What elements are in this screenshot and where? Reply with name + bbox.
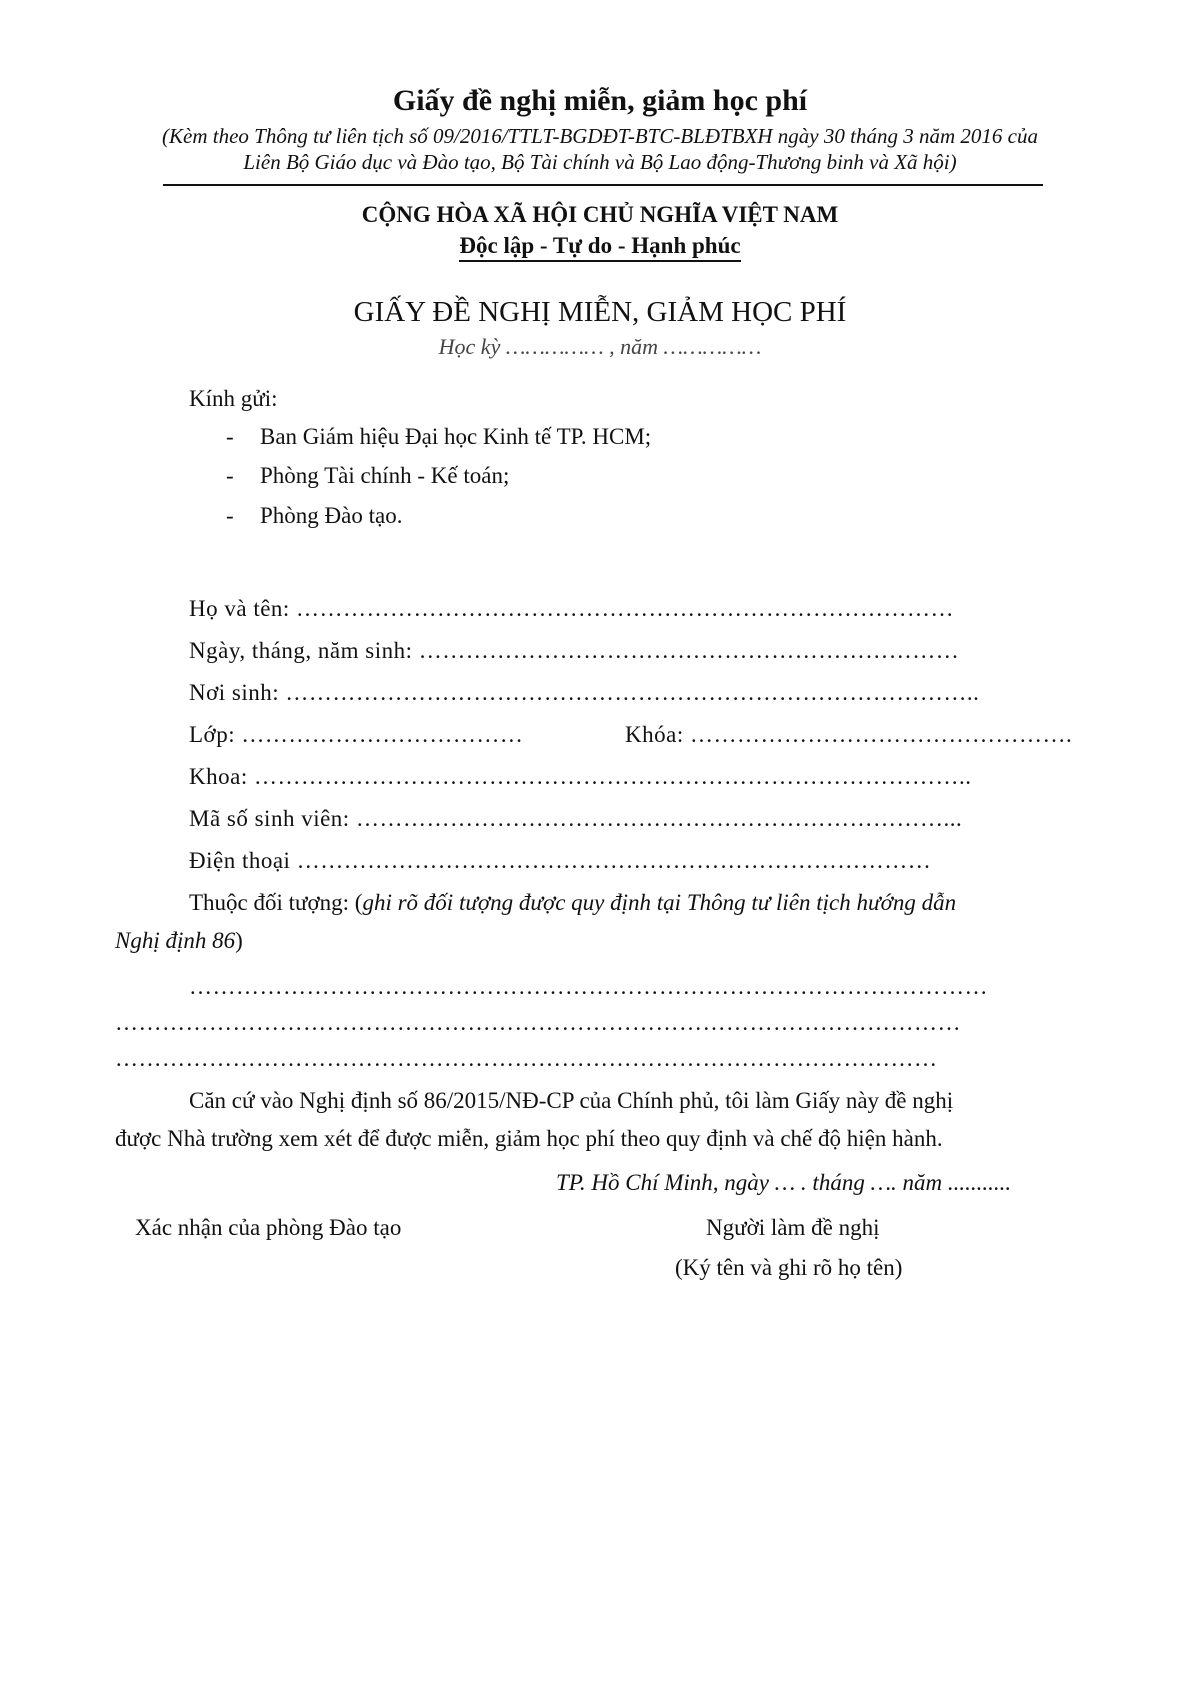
recipient-item [226, 424, 651, 450]
body-paragraph-line-1: Căn cứ vào Nghị định số 86/2015/NĐ-CP của Chính phủ, tôi làm Giấy này đề nghị [189, 1088, 954, 1113]
category-hint-continued: Nghị định 86 [115, 928, 236, 953]
field-faculty: Khoa: ……………………………………………………………………………….. [189, 764, 972, 789]
field-category [189, 890, 956, 916]
signature-note: (Ký tên và ghi rõ họ tên) [675, 1255, 903, 1280]
field-student-id: Mã số sinh viên: …………………………………………………………………... [189, 806, 963, 831]
blank-line: ……………………………………………………………………………………………… [115, 1010, 961, 1035]
field-class: Lớp: ……………………………… [189, 722, 524, 747]
bullet: - [226, 424, 234, 449]
nation-name: CỘNG HÒA XÃ HỘI CHỦ NGHĨA VIỆT NAM [361, 202, 839, 227]
recipient-label: Phòng Đào tạo. [260, 503, 403, 528]
body-paragraph-line-2: được Nhà trường xem xét để được miễn, giảm học phí theo quy định và chế độ hiện hành. [115, 1126, 943, 1151]
recipient-label: Ban Giám hiệu Đại học Kinh tế TP. HCM; [260, 424, 652, 449]
field-birthplace: Nơi sinh: …………………………………………………………………………….. [189, 680, 980, 705]
semester-line: Học kỳ …………… , năm …………… [438, 334, 762, 359]
blank-line: …………………………………………………………………………………………… [115, 1046, 938, 1071]
category-label: Thuộc đối tượng: ( [189, 890, 363, 915]
document-title: Giấy đề nghị miễn, giảm học phí [392, 84, 808, 117]
category-hint: ghi rõ đối tượng được quy định tại Thông tư liên tịch hướng dẫn [362, 890, 957, 915]
document-subtitle-line-1: (Kèm theo Thông tư liên tịch số 09/2016/TTLT-BGDĐT-BTC-BLĐTBXH ngày 30 tháng 3 năm 2016 của [162, 124, 1038, 148]
blank-line: ………………………………………………………………………………………… [189, 974, 988, 999]
nation-motto: Độc lập - Tự do - Hạnh phúc [459, 233, 740, 262]
applicant-label: Người làm đề nghị [706, 1215, 880, 1240]
header-divider [163, 184, 1043, 186]
greeting: Kính gửi: [189, 386, 278, 411]
recipient-item [226, 503, 402, 529]
bullet: - [226, 503, 234, 528]
motto-wrapper [0, 233, 1200, 262]
field-date-of-birth: Ngày, tháng, năm sinh: …………………………………………………………… [189, 638, 960, 663]
recipient-item [226, 463, 509, 489]
category-close: ) [235, 928, 243, 953]
field-phone: Điện thoại ……………………………………………………………………… [189, 848, 932, 873]
bullet: - [226, 463, 234, 488]
field-cohort: Khóa: …………………………………………. [625, 722, 1073, 747]
field-category-continued [115, 928, 243, 954]
recipient-label: Phòng Tài chính - Kế toán; [260, 463, 510, 488]
form-title: GIẤY ĐỀ NGHỊ MIỄN, GIẢM HỌC PHÍ [353, 296, 847, 328]
field-full-name: Họ và tên: ………………………………………………………………………… [189, 596, 955, 621]
document-subtitle-line-2: Liên Bộ Giáo dục và Đào tạo, Bộ Tài chính và Bộ Lao động-Thương binh và Xã hội) [243, 150, 957, 174]
place-date-line: TP. Hồ Chí Minh, ngày … . tháng …. năm ........... [556, 1170, 1012, 1195]
training-office-confirmation-label: Xác nhận của phòng Đào tạo [135, 1215, 402, 1240]
